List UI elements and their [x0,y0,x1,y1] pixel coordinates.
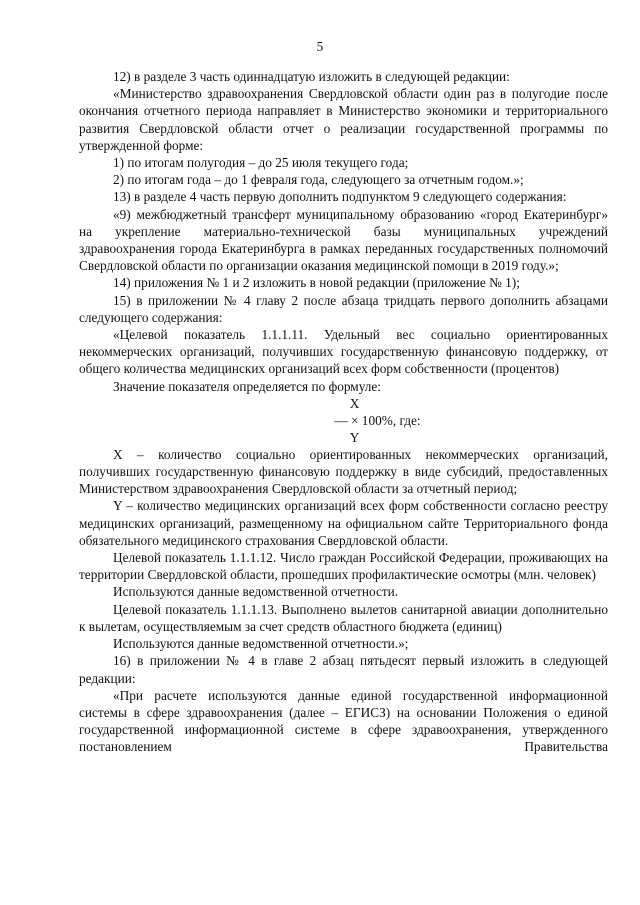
paragraph-indicator-12: Целевой показатель 1.1.1.12. Число граждан Российской Федерации, проживающих на территории Свердловской области, прошедших профилактические осмотры (млн. человек) [79,550,608,583]
paragraph-indicator-11: «Целевой показатель 1.1.1.11. Удельный вес социально ориентированных некоммерческих организаций, получивших государственную финансовую поддержку, от общего количества медицинских организаций всех форм собственности (процентов) [79,327,608,377]
paragraph-halfyear: 1) по итогам полугодия – до 25 июля текущего года; [113,155,409,171]
paragraph-egisz: «При расчете используются данные единой государственной информационной системы в сфере здравоохранения (далее – ЕГИСЗ) на основании Положения о единой государственной информационной системе в сфере здравоохранения, утвержденного постановлением Правительства [79,687,608,755]
paragraph-data-source-2: Используются данные ведомственной отчетности.»; [113,636,409,652]
paragraph-year: 2) по итогам года – до 1 февраля года, следующего за отчетным годом.»; [113,172,524,188]
formula [79,395,608,446]
paragraph-14: 14) приложения № 1 и 2 изложить в новой редакции (приложение № 1); [113,275,520,291]
paragraph-12: 12) в разделе 3 часть одиннадцатую изложить в следующей редакции: [113,69,510,84]
paragraph-formula-intro: Значение показателя определяется по формуле: [113,378,382,394]
paragraph-15: 15) в приложении № 4 главу 2 после абзаца тридцать первого дополнить абзацами следующего содержания: [79,292,608,325]
formula-numerator: X [349,395,360,411]
paragraph-transfer: «9) межбюджетный трансферт муниципальному образованию «город Екатеринбург» на укрепление материально-технической базы муниципальных учреждений здравоохранения города Екатеринбурга в рамках переданных государственных полномочий Свердловской области по организации оказания медицинской помощи в 2019 году.»; [79,206,608,274]
formula-denominator: Y [349,429,360,445]
document-body [79,68,608,756]
paragraph-13: 13) в разделе 4 часть первую дополнить подпунктом 9 следующего содержания: [113,189,567,205]
paragraph-x-definition: X – количество социально ориентированных некоммерческих организаций, получивших государственную финансовую поддержку в виде субсидий, предоставленных Министерством здравоохранения Свердловской области за отчетный период; [79,446,608,497]
page-number: 5 [316,39,324,54]
paragraph-data-source-1: Используются данные ведомственной отчетности. [113,584,399,600]
paragraph-16: 16) в приложении № 4 в главе 2 абзац пятьдесят первый изложить в следующей редакции: [79,653,608,686]
paragraph-indicator-13: Целевой показатель 1.1.1.13. Выполнено вылетов санитарной авиации дополнительно к вылетам, осуществляемым за счет средств областного бюджета (единиц) [79,601,608,634]
paragraph-y-definition: Y – количество медицинских организаций всех форм собственности согласно реестру медицинских организаций, размещенному на официальном сайте Территориального фонда обязательного медицинского страхования Свердловской области. [79,498,608,548]
paragraph-ministry-report: «Министерство здравоохранения Свердловской области один раз в полугодие после окончания отчетного периода направляет в Министерство экономики и территориального развития Свердловской области отчет о реализации государственной программы по утвержденной форме: [79,86,608,153]
formula-line: — × 100%, где: [334,412,421,428]
